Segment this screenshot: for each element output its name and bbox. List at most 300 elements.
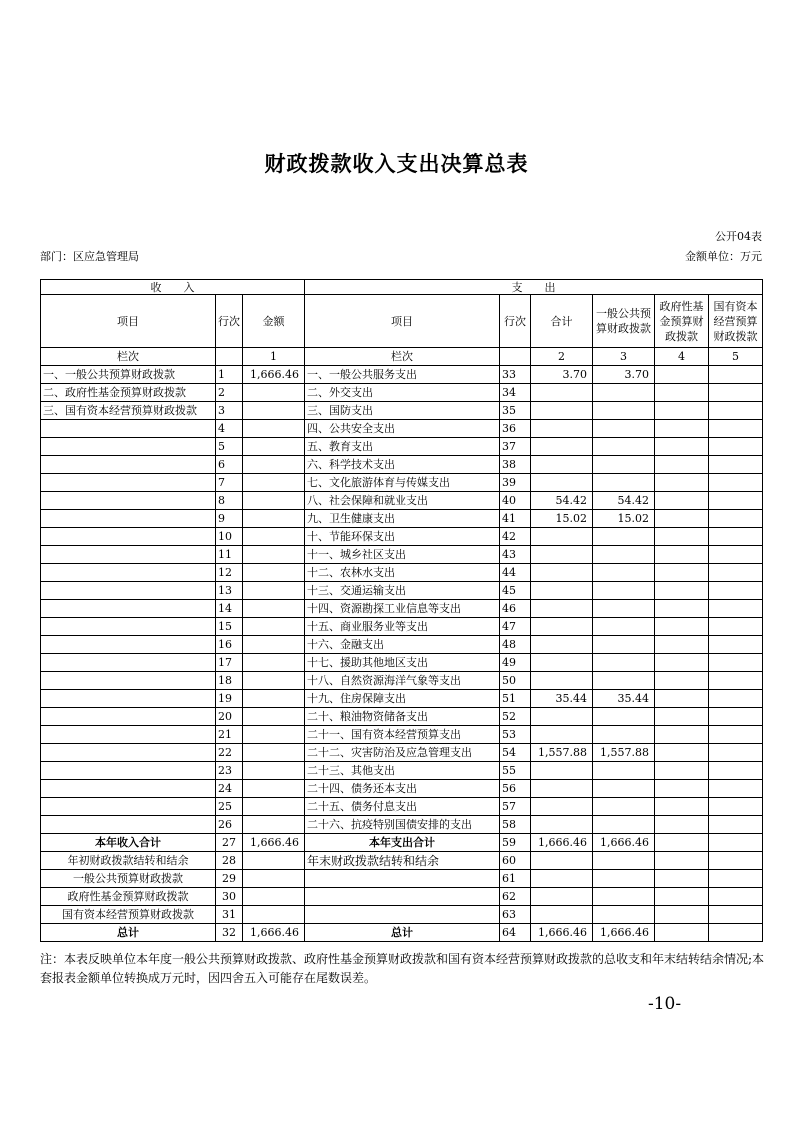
table-row: [41, 636, 763, 654]
expense-item-cell: 四、公共安全支出: [305, 420, 500, 438]
income-item-cell: [41, 798, 216, 816]
general-budget-cell: 35.44: [593, 690, 655, 708]
general-budget-cell: [593, 726, 655, 744]
expense-row-no-cell: 38: [500, 456, 531, 474]
state-capital-cell: [709, 690, 763, 708]
table-row: [41, 798, 763, 816]
income-amount-cell: [243, 618, 305, 636]
expense-item-cell: 十六、金融支出: [305, 636, 500, 654]
general-budget-cell: [593, 870, 655, 888]
income-amount-cell: [243, 564, 305, 582]
income-row-no-cell: 18: [216, 672, 243, 690]
expense-total-header: 合计: [531, 295, 593, 348]
income-row-no-cell: 17: [216, 654, 243, 672]
income-amount-cell: [243, 870, 305, 888]
expense-item-cell: 十一、城乡社区支出: [305, 546, 500, 564]
general-budget-cell: [593, 816, 655, 834]
expense-item-cell: 二、外交支出: [305, 384, 500, 402]
income-item-cell: [41, 456, 216, 474]
expense-row-no-cell: 62: [500, 888, 531, 906]
expense-total-cell: 15.02: [531, 510, 593, 528]
gov-fund-cell: [655, 564, 709, 582]
state-capital-cell: [709, 636, 763, 654]
expense-row-no-cell: 35: [500, 402, 531, 420]
expense-item-cell: 十七、援助其他地区支出: [305, 654, 500, 672]
state-capital-cell: [709, 420, 763, 438]
expense-total-cell: [531, 906, 593, 924]
state-capital-cell: [709, 510, 763, 528]
gov-fund-cell: [655, 546, 709, 564]
income-item-cell: [41, 708, 216, 726]
table-row: [41, 906, 763, 924]
expense-total-cell: [531, 708, 593, 726]
state-capital-cell: [709, 600, 763, 618]
income-amount-cell: [243, 690, 305, 708]
income-amount-cell: [243, 744, 305, 762]
expense-total-cell: [531, 582, 593, 600]
gov-fund-cell: [655, 402, 709, 420]
table-row: [41, 528, 763, 546]
income-amount-cell: [243, 672, 305, 690]
expense-row-no-cell: 43: [500, 546, 531, 564]
table-row: [41, 402, 763, 420]
income-amount-cell: [243, 420, 305, 438]
expense-total-cell: [531, 384, 593, 402]
income-item-cell: 二、政府性基金预算财政拨款: [41, 384, 216, 402]
general-budget-cell: [593, 456, 655, 474]
income-item-cell: 本年收入合计: [41, 834, 216, 852]
income-item-cell: [41, 816, 216, 834]
department-label: 部门：区应急管理局: [40, 250, 139, 263]
col2-label: 2: [531, 348, 593, 366]
income-amount-header: 金额: [243, 295, 305, 348]
expense-item-cell: 二十一、国有资本经营预算支出: [305, 726, 500, 744]
expense-item-cell: 一、一般公共服务支出: [305, 366, 500, 384]
expense-row-no-cell: 34: [500, 384, 531, 402]
expense-row-no-cell: 64: [500, 924, 531, 942]
expense-row-no-cell: 56: [500, 780, 531, 798]
expense-total-cell: 1,557.88: [531, 744, 593, 762]
expense-row-no-cell: 52: [500, 708, 531, 726]
table-row: [41, 564, 763, 582]
expense-row-no-cell: 50: [500, 672, 531, 690]
expense-item-cell: [305, 870, 500, 888]
gov-fund-cell: [655, 906, 709, 924]
income-row-no-cell: 21: [216, 726, 243, 744]
table-row: [41, 888, 763, 906]
income-amount-cell: [243, 636, 305, 654]
income-item-cell: [41, 780, 216, 798]
gov-fund-cell: [655, 366, 709, 384]
income-item-cell: [41, 654, 216, 672]
gov-fund-cell: [655, 600, 709, 618]
table-row: [41, 510, 763, 528]
gov-fund-cell: [655, 456, 709, 474]
state-capital-cell: [709, 366, 763, 384]
general-budget-cell: 3.70: [593, 366, 655, 384]
expense-item-cell: 十八、自然资源海洋气象等支出: [305, 672, 500, 690]
income-item-header: 项目: [41, 295, 216, 348]
gov-fund-cell: [655, 654, 709, 672]
income-row-no-cell: 19: [216, 690, 243, 708]
income-amount-cell: [243, 888, 305, 906]
expense-item-cell: 二十六、抗疫特别国债安排的支出: [305, 816, 500, 834]
table-row: [41, 834, 763, 852]
income-item-cell: [41, 672, 216, 690]
income-amount-cell: [243, 654, 305, 672]
table-row: [41, 618, 763, 636]
income-item-cell: 三、国有资本经营预算财政拨款: [41, 402, 216, 420]
state-capital-cell: [709, 726, 763, 744]
income-amount-cell: [243, 546, 305, 564]
general-budget-cell: [593, 474, 655, 492]
gov-fund-cell: [655, 492, 709, 510]
table-note: 注：本表反映单位本年度一般公共预算财政拨款、政府性基金预算财政拨款和国有资本经营预算财政拨款的总收支和年末结转结余情况;本套报表金额单位转换成万元时，因四舍五入可能存在尾数误差。: [40, 952, 765, 985]
income-row-no-cell: 13: [216, 582, 243, 600]
table-row: [41, 744, 763, 762]
table-row: [41, 780, 763, 798]
income-amount-cell: [243, 762, 305, 780]
state-capital-cell: [709, 402, 763, 420]
income-amount-cell: [243, 852, 305, 870]
general-budget-cell: [593, 564, 655, 582]
expense-item-cell: 本年支出合计: [305, 834, 500, 852]
table-row: [41, 852, 763, 870]
form-code: 公开04表: [715, 230, 762, 243]
income-row-no-cell: 22: [216, 744, 243, 762]
fiscal-summary-table: [40, 279, 763, 942]
general-budget-cell: [593, 420, 655, 438]
general-budget-header: 一般公共预算财政拨款: [593, 295, 655, 348]
income-amount-cell: [243, 438, 305, 456]
gov-fund-cell: [655, 474, 709, 492]
table-row: [41, 924, 763, 942]
income-amount-cell: [243, 708, 305, 726]
state-capital-cell: [709, 564, 763, 582]
income-item-cell: [41, 636, 216, 654]
state-capital-cell: [709, 438, 763, 456]
table-row: [41, 546, 763, 564]
table-row: [41, 384, 763, 402]
state-capital-cell: [709, 816, 763, 834]
gov-fund-cell: [655, 816, 709, 834]
page-title: 财政拨款收入支出决算总表: [264, 151, 529, 176]
gov-fund-cell: [655, 762, 709, 780]
income-item-cell: [41, 528, 216, 546]
state-capital-cell: [709, 528, 763, 546]
expense-total-cell: 54.42: [531, 492, 593, 510]
state-capital-cell: [709, 492, 763, 510]
expense-item-cell: 年末财政拨款结转和结余: [305, 852, 500, 870]
income-amount-cell: [243, 798, 305, 816]
income-amount-cell: [243, 492, 305, 510]
state-capital-cell: [709, 654, 763, 672]
income-row-no-cell: 16: [216, 636, 243, 654]
income-row-no-cell: 11: [216, 546, 243, 564]
gov-fund-cell: [655, 834, 709, 852]
income-item-cell: [41, 510, 216, 528]
general-budget-cell: [593, 780, 655, 798]
income-amount-cell: 1,666.46: [243, 834, 305, 852]
expense-row-no-cell: 37: [500, 438, 531, 456]
income-item-cell: [41, 600, 216, 618]
income-row-no-cell: 8: [216, 492, 243, 510]
table-row: [41, 474, 763, 492]
expense-item-header: 项目: [305, 295, 500, 348]
expense-total-cell: [531, 888, 593, 906]
state-capital-cell: [709, 672, 763, 690]
gov-fund-cell: [655, 870, 709, 888]
expense-total-cell: [531, 618, 593, 636]
expense-total-cell: [531, 528, 593, 546]
general-budget-cell: [593, 798, 655, 816]
state-capital-cell: [709, 384, 763, 402]
expense-total-cell: [531, 438, 593, 456]
gov-fund-cell: [655, 744, 709, 762]
expense-item-cell: 总计: [305, 924, 500, 942]
income-amount-cell: [243, 402, 305, 420]
income-row-no-cell: 26: [216, 816, 243, 834]
table-row: [41, 726, 763, 744]
table-row: [41, 816, 763, 834]
gov-fund-cell: [655, 888, 709, 906]
table-row: [41, 654, 763, 672]
expense-row-no-cell: 36: [500, 420, 531, 438]
income-amount-cell: [243, 528, 305, 546]
income-row-no-cell: 25: [216, 798, 243, 816]
general-budget-cell: [593, 762, 655, 780]
expense-total-cell: [531, 600, 593, 618]
expense-total-cell: [531, 672, 593, 690]
expense-item-cell: 五、教育支出: [305, 438, 500, 456]
income-item-cell: [41, 582, 216, 600]
income-row-no-cell: 9: [216, 510, 243, 528]
income-row-no-cell: 30: [216, 888, 243, 906]
expense-total-cell: 35.44: [531, 690, 593, 708]
income-item-cell: 政府性基金预算财政拨款: [41, 888, 216, 906]
gov-fund-cell: [655, 510, 709, 528]
expense-total-cell: [531, 420, 593, 438]
expense-total-cell: [531, 762, 593, 780]
expense-item-cell: 十三、交通运输支出: [305, 582, 500, 600]
state-capital-cell: [709, 852, 763, 870]
expense-total-cell: [531, 780, 593, 798]
general-budget-cell: [593, 618, 655, 636]
col4-label: 4: [655, 348, 709, 366]
general-budget-cell: [593, 546, 655, 564]
expense-row-no-cell: 60: [500, 852, 531, 870]
expense-total-cell: [531, 816, 593, 834]
expense-item-cell: 二十三、其他支出: [305, 762, 500, 780]
state-capital-cell: [709, 708, 763, 726]
income-item-cell: 一、一般公共预算财政拨款: [41, 366, 216, 384]
income-amount-cell: [243, 510, 305, 528]
income-row-no-cell: 4: [216, 420, 243, 438]
expense-row-no-cell: 40: [500, 492, 531, 510]
expense-item-cell: 二十四、债务还本支出: [305, 780, 500, 798]
income-item-cell: [41, 420, 216, 438]
income-row-no-cell: 29: [216, 870, 243, 888]
income-group-header: 收 入: [41, 280, 305, 295]
state-capital-cell: [709, 906, 763, 924]
expense-row-no-cell: 57: [500, 798, 531, 816]
income-row-no-cell: 2: [216, 384, 243, 402]
state-capital-cell: [709, 888, 763, 906]
expense-row-no-cell: 61: [500, 870, 531, 888]
general-budget-cell: 54.42: [593, 492, 655, 510]
income-amount-cell: [243, 456, 305, 474]
table-row: [41, 456, 763, 474]
income-item-cell: [41, 564, 216, 582]
col1-label: 1: [243, 348, 305, 366]
expense-row-no-cell: 59: [500, 834, 531, 852]
income-row-no-cell: 24: [216, 780, 243, 798]
gov-fund-cell: [655, 780, 709, 798]
income-column-label: 栏次: [41, 348, 216, 366]
income-row-no-cell: 31: [216, 906, 243, 924]
expense-row-no-cell: 58: [500, 816, 531, 834]
expense-row-no-cell: 41: [500, 510, 531, 528]
expense-row-no-cell: 45: [500, 582, 531, 600]
amount-unit-label: 金额单位：万元: [685, 250, 762, 263]
expense-row-no-cell: 33: [500, 366, 531, 384]
page-number: -10-: [648, 994, 682, 1014]
gov-fund-cell: [655, 852, 709, 870]
income-item-cell: 一般公共预算财政拨款: [41, 870, 216, 888]
income-row-no-cell: 1: [216, 366, 243, 384]
general-budget-cell: [593, 906, 655, 924]
gov-fund-cell: [655, 438, 709, 456]
gov-fund-header: 政府性基金预算财政拨款: [655, 295, 709, 348]
income-amount-cell: 1,666.46: [243, 924, 305, 942]
income-row-no-cell: 7: [216, 474, 243, 492]
state-capital-cell: [709, 924, 763, 942]
expense-total-cell: 3.70: [531, 366, 593, 384]
income-item-cell: 年初财政拨款结转和结余: [41, 852, 216, 870]
general-budget-cell: [593, 654, 655, 672]
expense-total-cell: [531, 798, 593, 816]
expense-total-cell: [531, 402, 593, 420]
expense-item-cell: 十、节能环保支出: [305, 528, 500, 546]
col3-label: 3: [593, 348, 655, 366]
table-row: [41, 438, 763, 456]
state-capital-cell: [709, 582, 763, 600]
gov-fund-cell: [655, 690, 709, 708]
general-budget-cell: [593, 582, 655, 600]
gov-fund-cell: [655, 528, 709, 546]
state-capital-cell: [709, 834, 763, 852]
income-amount-cell: 1,666.46: [243, 366, 305, 384]
gov-fund-cell: [655, 798, 709, 816]
expense-total-cell: [531, 870, 593, 888]
state-capital-cell: [709, 744, 763, 762]
gov-fund-cell: [655, 420, 709, 438]
income-row-no-cell: 3: [216, 402, 243, 420]
table-row: [41, 492, 763, 510]
col5-label: 5: [709, 348, 763, 366]
expense-total-cell: [531, 564, 593, 582]
table-row: [41, 690, 763, 708]
state-capital-cell: [709, 870, 763, 888]
expense-item-cell: 十五、商业服务业等支出: [305, 618, 500, 636]
income-item-cell: 国有资本经营预算财政拨款: [41, 906, 216, 924]
gov-fund-cell: [655, 726, 709, 744]
expense-item-cell: 九、卫生健康支出: [305, 510, 500, 528]
expense-total-cell: [531, 654, 593, 672]
general-budget-cell: [593, 384, 655, 402]
expense-row-no-cell: 47: [500, 618, 531, 636]
income-row-no-cell: 10: [216, 528, 243, 546]
table-row: [41, 366, 763, 384]
income-amount-cell: [243, 780, 305, 798]
income-amount-cell: [243, 582, 305, 600]
income-row-no-cell: 23: [216, 762, 243, 780]
expense-row-no-cell: 49: [500, 654, 531, 672]
table-row: [41, 600, 763, 618]
general-budget-cell: [593, 438, 655, 456]
expense-total-cell: [531, 852, 593, 870]
expense-item-cell: 七、文化旅游体育与传媒支出: [305, 474, 500, 492]
table-row: [41, 762, 763, 780]
expense-group-header: 支 出: [305, 280, 763, 295]
income-row-no-cell: 5: [216, 438, 243, 456]
expense-item-cell: 六、科学技术支出: [305, 456, 500, 474]
income-row-no-cell: 15: [216, 618, 243, 636]
income-item-cell: 总计: [41, 924, 216, 942]
expense-total-cell: 1,666.46: [531, 834, 593, 852]
general-budget-cell: [593, 600, 655, 618]
expense-total-cell: [531, 474, 593, 492]
table-row: [41, 582, 763, 600]
general-budget-cell: [593, 402, 655, 420]
expense-item-cell: 十九、住房保障支出: [305, 690, 500, 708]
income-item-cell: [41, 474, 216, 492]
expense-row-no-cell: 55: [500, 762, 531, 780]
expense-row-no-cell: 54: [500, 744, 531, 762]
income-item-cell: [41, 492, 216, 510]
income-row-no-cell: 12: [216, 564, 243, 582]
income-item-cell: [41, 618, 216, 636]
expense-item-cell: 十二、农林水支出: [305, 564, 500, 582]
income-item-cell: [41, 744, 216, 762]
gov-fund-cell: [655, 924, 709, 942]
general-budget-cell: 1,666.46: [593, 834, 655, 852]
gov-fund-cell: [655, 708, 709, 726]
income-row-no-cell: 20: [216, 708, 243, 726]
expense-item-cell: 二十二、灾害防治及应急管理支出: [305, 744, 500, 762]
expense-item-cell: 二十、粮油物资储备支出: [305, 708, 500, 726]
income-row-no-cell: 6: [216, 456, 243, 474]
expense-item-cell: [305, 906, 500, 924]
expense-row-no-header: 行次: [500, 295, 531, 348]
state-capital-cell: [709, 618, 763, 636]
income-amount-cell: [243, 906, 305, 924]
income-amount-cell: [243, 474, 305, 492]
income-item-cell: [41, 438, 216, 456]
expense-row-no-cell: 51: [500, 690, 531, 708]
general-budget-cell: [593, 672, 655, 690]
income-row-no-cell: 27: [216, 834, 243, 852]
expense-total-cell: [531, 726, 593, 744]
income-amount-cell: [243, 816, 305, 834]
general-budget-cell: [593, 708, 655, 726]
expense-total-cell: 1,666.46: [531, 924, 593, 942]
general-budget-cell: [593, 528, 655, 546]
expense-row-no-cell: 53: [500, 726, 531, 744]
income-amount-cell: [243, 384, 305, 402]
state-capital-cell: [709, 546, 763, 564]
general-budget-cell: [593, 888, 655, 906]
